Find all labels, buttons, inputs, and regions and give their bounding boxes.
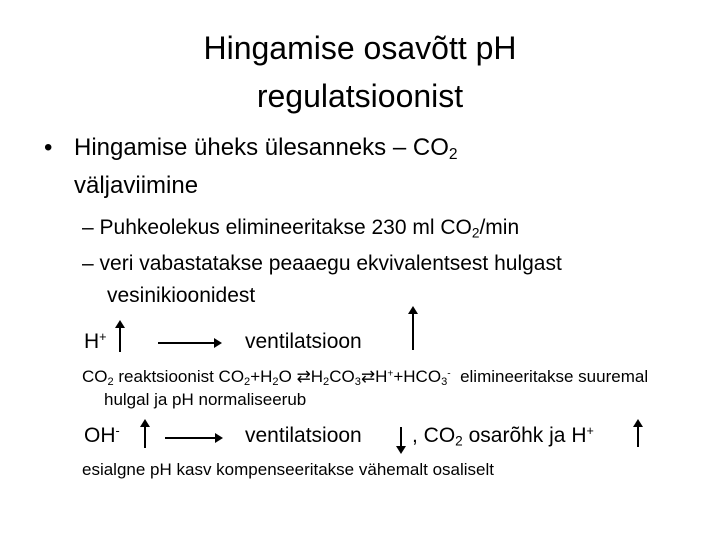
sub-bullet-2-text: veri vabastatakse peaaegu ekvivalentsest hulgast: [99, 252, 562, 275]
arrow-up-icon: [119, 327, 121, 352]
bullet-marker: •: [44, 134, 53, 161]
arrow-up-icon: [637, 426, 639, 447]
h-ion-charge: +: [99, 330, 107, 345]
sub-bullet-1-unit: /min: [479, 216, 520, 239]
compensation-note: esialgne pH kasv kompenseeritakse vähemalt osaliselt: [82, 460, 494, 479]
ventilation-label-2: ventilatsioon: [245, 424, 362, 447]
sub-bullet-2-line-2: vesinikioonidest: [107, 284, 256, 307]
sub-bullet-1-dash: –: [82, 216, 94, 239]
slide-title-line-2: regulatsioonist: [256, 78, 464, 114]
arrow-down-icon: [400, 427, 402, 447]
slide-title-line-1: Hingamise osavõtt pH: [203, 30, 517, 66]
hydroxide-label: OH-: [84, 424, 120, 447]
sub-bullet-1: [82, 216, 519, 240]
reaction-line-2: hulgal ja pH normaliseerub: [104, 390, 307, 409]
ventilation-label: ventilatsioon: [245, 330, 362, 353]
bullet-co2-subscript: 2: [448, 145, 458, 163]
sub-bullet-1-subscript: 2: [471, 225, 480, 241]
hydroxide-charge: -: [115, 424, 120, 439]
sub-bullet-1-text: Puhkeolekus elimineeritakse 230 ml CO: [99, 216, 472, 239]
sub-bullet-2: [82, 252, 562, 276]
bullet-line-1: [74, 134, 458, 162]
arrow-up-icon: [144, 426, 146, 448]
reaction-line: $CO_2$ reaktsioonist $CO_2+H_2O$ $⇄H_2CO_3⇄H^++HCO_3^-$ elimineeritakse suuremal: [82, 367, 649, 388]
arrow-right-icon: [165, 437, 221, 439]
sub-bullet-2-dash: –: [82, 252, 94, 275]
bullet-line-2: väljaviimine: [74, 172, 199, 199]
arrow-right-icon: [158, 342, 220, 344]
co2-pressure-text: , $CO_2$ osarõhk ja H+: [412, 424, 594, 449]
arrow-up-icon: [412, 313, 414, 350]
bullet-text: Hingamise üheks ülesanneks – CO: [74, 134, 449, 161]
h-ion-label: H+: [84, 330, 107, 353]
